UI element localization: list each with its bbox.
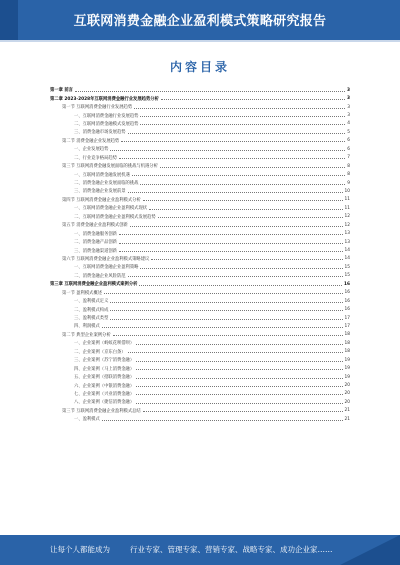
toc-entry[interactable] [50, 398, 350, 406]
toc-entry-page: 10 [344, 188, 350, 194]
toc-leader-dots [128, 352, 343, 353]
toc-entry-title: 第六节 互联网消费金融企业盈利模式策略建议 [62, 256, 150, 262]
toc-entry-title: 一、盈利模式 [74, 417, 100, 423]
toc-entry-page: 12 [344, 222, 350, 228]
toc-entry[interactable] [50, 322, 350, 330]
toc-leader-dots [110, 319, 342, 320]
toc-entry-title: 一、盈利模式定义 [74, 299, 109, 305]
toc-entry[interactable] [50, 314, 350, 322]
toc-entry[interactable] [50, 246, 350, 254]
toc-entry-page: 3 [347, 113, 350, 119]
toc-entry[interactable] [50, 170, 350, 178]
toc-leader-dots [128, 192, 343, 193]
toc-entry-title: 一、互联网消费金融企业盈利模式现状 [74, 206, 148, 212]
toc-entry[interactable] [50, 263, 350, 271]
footer-slogan: 行业专家、管理专家、营销专家、战略专家、成功企业家…… [130, 545, 333, 554]
page-header [0, 0, 400, 40]
toc-leader-dots [140, 116, 345, 117]
toc-leader-dots [140, 124, 345, 125]
toc-entry[interactable] [50, 331, 350, 339]
toc-entry[interactable] [50, 128, 350, 136]
toc-entry[interactable] [50, 297, 350, 305]
toc-leader-dots [149, 209, 342, 210]
footer-lead: 让每个人都能成为 [50, 545, 110, 554]
toc-entry-title: 二、企业案例（京东白条） [74, 349, 126, 355]
toc-entry[interactable] [50, 390, 350, 398]
report-title: 互联网消费金融企业盈利模式策略研究报告 [73, 14, 327, 29]
toc-leader-dots [136, 386, 342, 387]
toc-entry-title: 一、消费金融服务创新 [74, 231, 117, 237]
toc-entry-page: 20 [344, 399, 350, 405]
toc-entry[interactable] [50, 272, 350, 280]
toc-entry[interactable] [50, 137, 350, 145]
toc-entry-page: 13 [344, 231, 350, 237]
toc-entry-title: 二、盈利模式构成 [74, 307, 109, 313]
toc-entry-title: 一、企业案例（蚂蚁花呗借呗） [74, 341, 135, 347]
toc-entry[interactable] [50, 103, 350, 111]
toc-leader-dots [119, 158, 345, 159]
toc-entry[interactable] [50, 348, 350, 356]
toc-entry[interactable] [50, 238, 350, 246]
toc-entry[interactable] [50, 204, 350, 212]
toc-entry-title: 六、企业案例（中银消费金融） [74, 383, 135, 389]
toc-leader-dots [136, 361, 342, 362]
toc-entry-title: 第二节 典型企业案例分析 [62, 332, 111, 338]
toc-leader-dots [104, 293, 342, 294]
toc-leader-dots [119, 234, 343, 235]
toc-leader-dots [143, 411, 343, 412]
toc-entry-page: 18 [344, 340, 350, 346]
toc-entry-title: 第四节 互联网消费金融企业盈利模式分析 [62, 197, 141, 203]
toc-entry-page: 16 [344, 307, 350, 313]
toc-entry-page: 6 [347, 138, 350, 144]
toc-entry-page: 19 [344, 374, 350, 380]
toc-entry-page: 16 [344, 290, 350, 296]
toc-entry[interactable] [50, 229, 350, 237]
toc-entry-page: 20 [344, 383, 350, 389]
toc-entry-page: 7 [347, 155, 350, 161]
toc-leader-dots [130, 226, 343, 227]
toc-entry-page: 19 [344, 357, 350, 363]
toc-leader-dots [119, 243, 343, 244]
toc-entry[interactable] [50, 339, 350, 347]
toc-entry-page: 17 [344, 315, 350, 321]
toc-entry-title: 八、企业案例（捷信消费金融） [74, 400, 135, 406]
page-footer [0, 535, 400, 565]
toc-entry-page: 15 [344, 273, 350, 279]
toc-entry-page: 14 [344, 256, 350, 262]
toc-entry-title: 四、利润模式 [74, 324, 100, 330]
toc-entry-title: 第二章 2023-2028年互联网消费金融行业发展趋势分析 [50, 96, 159, 102]
toc-leader-dots [136, 344, 342, 345]
toc-entry-page: 3 [347, 96, 350, 102]
toc-entry-title: 一、互联网消费金融发展机遇 [74, 172, 130, 178]
toc-entry-page: 13 [344, 239, 350, 245]
toc-entry-title: 第五节 消费金融企业盈利模式创新 [62, 223, 128, 229]
toc-entry[interactable] [50, 356, 350, 364]
toc-entry-title: 第三节 互联网消费金融企业盈利模式总结 [62, 408, 141, 414]
toc-leader-dots [140, 184, 345, 185]
toc-entry-page: 8 [347, 163, 350, 169]
toc-entry-page: 15 [344, 264, 350, 270]
toc-leader-dots [132, 175, 345, 176]
toc-entry-title: 七、企业案例（兴业消费金融） [74, 391, 135, 397]
toc-leader-dots [134, 108, 345, 109]
toc-entry-page: 11 [344, 197, 350, 203]
toc-entry-page: 18 [344, 332, 350, 338]
toc-entry-title: 二、消费金融企业风险防范 [74, 273, 126, 279]
toc-entry-title: 一、企业发展趋势 [74, 147, 109, 153]
toc-leader-dots [110, 310, 342, 311]
toc-leader-dots [119, 251, 343, 252]
toc-entry-title: 三、消费金融市场发展趋势 [74, 130, 126, 136]
toc-entry[interactable] [50, 289, 350, 297]
toc-leader-dots [121, 141, 345, 142]
toc-leader-dots [128, 133, 346, 134]
toc-leader-dots [161, 99, 345, 100]
toc-entry-title: 三、消费金融企业发展前景 [74, 189, 126, 195]
toc-leader-dots [143, 200, 343, 201]
toc-entry[interactable] [50, 255, 350, 263]
toc-leader-dots [75, 91, 345, 92]
toc-entry-title: 四、企业案例（马上消费金融） [74, 366, 135, 372]
header-divider [0, 40, 400, 42]
toc-entry-title: 三、消费金融渠道创新 [74, 248, 117, 254]
toc-entry[interactable] [50, 86, 350, 94]
toc-leader-dots [160, 167, 345, 168]
toc-leader-dots [136, 378, 342, 379]
toc-entry[interactable] [50, 162, 350, 170]
toc-entry[interactable] [50, 111, 350, 119]
toc-entry-page: 18 [344, 349, 350, 355]
toc-entry-title: 第三章 互联网消费金融企业盈利模式案例分析 [50, 282, 138, 288]
toc-entry-title: 二、互联网消费金融模式发展趋势 [74, 121, 139, 127]
toc-entry[interactable] [50, 221, 350, 229]
toc-entry-page: 16 [344, 281, 350, 287]
toc-entry-title: 三、盈利模式类型 [74, 316, 109, 322]
toc-entry-page: 17 [344, 323, 350, 329]
toc-entry-title: 二、消费金融企业发展面临的挑战 [74, 181, 139, 187]
toc-entry[interactable] [50, 364, 350, 372]
toc-entry-title: 第一节 互联网消费金融行业发展趋势 [62, 105, 133, 111]
toc-entry[interactable] [50, 94, 350, 102]
toc-leader-dots [158, 217, 343, 218]
toc-entry-title: 二、互联网消费金融企业盈利模式发展趋势 [74, 214, 156, 220]
toc-leader-dots [102, 420, 343, 421]
toc-entry[interactable] [50, 187, 350, 195]
toc-entry-page: 21 [344, 416, 350, 422]
toc-entry-page: 5 [347, 129, 350, 135]
toc-entry[interactable] [50, 145, 350, 153]
toc-entry[interactable] [50, 179, 350, 187]
toc-entry-page: 21 [344, 408, 350, 414]
toc-title: 内容目录 [169, 60, 230, 74]
toc-entry[interactable] [50, 154, 350, 162]
toc-entry-title: 五、企业案例（招联消费金融） [74, 375, 135, 381]
toc-leader-dots [136, 394, 342, 395]
toc-entry-title: 二、行业竞争格局趋势 [74, 155, 117, 161]
toc-entry-page: 9 [347, 180, 350, 186]
toc-entry-page: 3 [347, 87, 350, 93]
toc-leader-dots [140, 268, 342, 269]
toc-entry-page: 8 [347, 172, 350, 178]
toc-entry-page: 6 [347, 146, 350, 152]
toc-entry[interactable] [50, 280, 350, 288]
toc-entry-title: 第一章 前言 [50, 88, 73, 94]
toc-leader-dots [151, 259, 342, 260]
toc-entry[interactable] [50, 196, 350, 204]
toc-entry-title: 二、消费金融产品创新 [74, 240, 117, 246]
toc-leader-dots [110, 150, 345, 151]
toc-leader-dots [136, 369, 342, 370]
toc-entry-page: 19 [344, 366, 350, 372]
toc-leader-dots [128, 276, 343, 277]
toc-entry-page: 11 [344, 205, 350, 211]
toc-entry[interactable] [50, 213, 350, 221]
toc-entry-page: 3 [347, 104, 350, 110]
toc-entry-page: 16 [344, 298, 350, 304]
toc-entry-title: 一、互联网消费金融企业盈利策略 [74, 265, 139, 271]
footer-accent [340, 535, 400, 565]
toc-entry[interactable] [50, 381, 350, 389]
table-of-contents [50, 86, 350, 424]
toc-entry-page: 14 [344, 248, 350, 254]
toc-entry-page: 12 [344, 214, 350, 220]
toc-entry[interactable] [50, 415, 350, 423]
toc-entry-page: 20 [344, 391, 350, 397]
toc-leader-dots [113, 335, 343, 336]
toc-entry[interactable] [50, 305, 350, 313]
toc-leader-dots [136, 403, 342, 404]
footer-text [50, 544, 333, 555]
toc-entry-page: 4 [347, 121, 350, 127]
toc-entry-title: 第一节 盈利模式概述 [62, 290, 103, 296]
toc-entry[interactable] [50, 407, 350, 415]
toc-entry-title: 一、互联网消费金融行业发展趋势 [74, 113, 139, 119]
toc-entry[interactable] [50, 120, 350, 128]
toc-entry[interactable] [50, 373, 350, 381]
toc-leader-dots [110, 302, 342, 303]
toc-entry-title: 三、企业案例（苏宁消费金融） [74, 358, 135, 364]
toc-leader-dots [102, 327, 343, 328]
toc-leader-dots [139, 285, 342, 286]
toc-entry-title: 第二节 消费金融企业发展趋势 [62, 138, 120, 144]
toc-entry-title: 第三节 互联网消费金融发展面临的挑战与机遇分析 [62, 164, 158, 170]
